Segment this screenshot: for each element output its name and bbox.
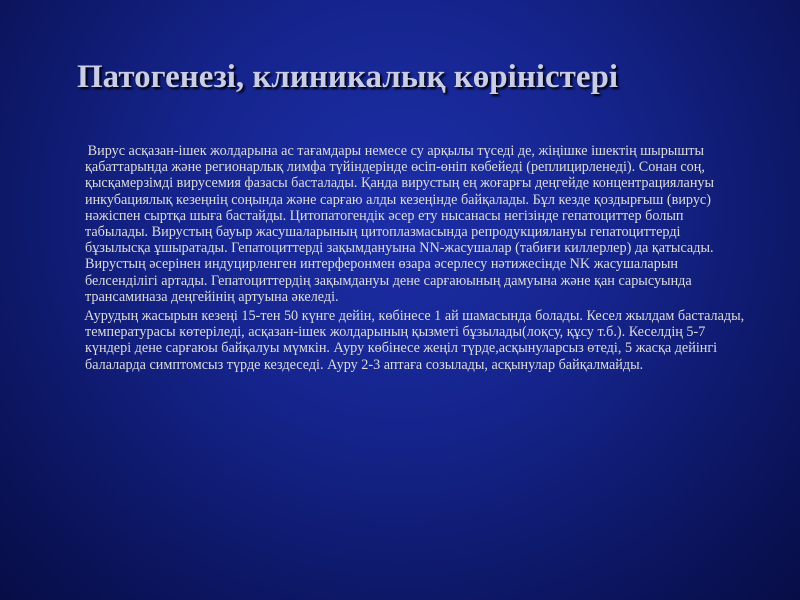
paragraph-pathogenesis-text: Вирус асқазан-ішек жолдарына ас тағамдары немесе су арқылы түседі де, жіңішке ішектің шырышты қабаттарында және регионарлық лимфа түйіндерінде өсіп-өніп көбейеді (реплицирленеді). Сонан соң, қысқамерзімді вирусемия фазасы басталады. Қанда вирустың ең жоғарғы деңгейде концентрациялануы инкубациялық кезеңнің соңында және сарғаю алды кезеңінде байқалады. Бұл кезде қоздырғыш (вирус) нәжіспен сыртқа шыға бастайды. Цитопатогендік әсер ету нысанасы негізінде гепатоциттер болып табылады. Вирустың бауыр жасушаларының цитоплазмасында репродукциялануы гепатоциттерді бұзылысқа ұшыратады. Гепатоциттерді зақымдануына NN-жасушалар (табиғи киллерлер) да қатысады. Вирустың әсерінен индуцирленген интерферонмен өзара әсерлесу нәтижесінде NK жасушаларын белсенділігі артады. Гепатоциттердің зақымдануы дене сарғаюының дамуына және қан сарысуында трансаминаза деңгейінің артуына әкеледі. xyxy=(85,143,715,305)
slide-title: Патогенезі, клиникалық көріністері xyxy=(77,59,619,95)
paragraph-clinical-text: Аурудың жасырын кезеңі 15-тен 50 күнге дейін, көбінесе 1 ай шамасында болады. Кесел жылдам басталады, температурасы көтеріледі, асқазан-ішек жолдарының қызметі бұзылады(лоқсу, құсу т.б.). Кеселдің 5-7 күндері дене сарғаюы байқалуы мүмкін. Ауру көбінесе жеңіл түрде,асқынуларсыз өтеді, 5 жасқа дейінгі балаларда симптомсыз түрде кездеседі. Ауру 2-3 аптаға созылады, асқынулар байқалмайды. xyxy=(84,308,745,373)
paragraph-pathogenesis xyxy=(77,143,749,305)
slide-body xyxy=(77,143,749,376)
paragraph-clinical xyxy=(77,308,749,373)
